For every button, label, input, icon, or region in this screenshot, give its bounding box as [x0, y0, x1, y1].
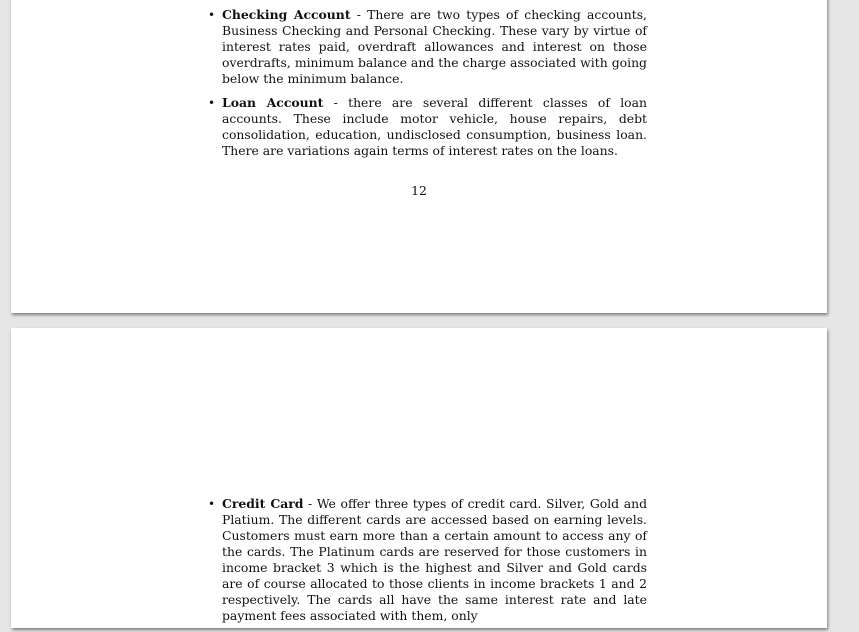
list-item-loan-account [208, 95, 647, 159]
item-text: - We offer three types of credit card. Silver, Gold and Platium. The different cards are accessed based on earning levels. Customers must earn more than a certain amount to access any of the cards. The Platinum cards are reserved for those customers in income bracket 3 which is the highest and Silver and Gold cards are of course allocated to those clients in income brackets 1 and 2 respectively. The cards all have the same interest rate and late payment fees associated with them, only [222, 496, 647, 623]
bullet-icon: • [208, 96, 216, 110]
document-page [11, 328, 827, 628]
page-number: 12 [411, 183, 427, 198]
item-term: Checking Account [222, 7, 351, 22]
bullet-list [208, 496, 647, 632]
document-page [11, 0, 827, 313]
bullet-icon: • [208, 497, 216, 511]
bullet-list [208, 7, 647, 167]
item-text: - there are several different classes of loan accounts. These include motor vehicle, house repairs, debt consolidation, education, undisclosed consumption, business loan. There are variations again terms of interest rates on the loans. [222, 95, 647, 158]
list-item-checking-account [208, 7, 647, 87]
item-term: Credit Card [222, 496, 304, 511]
bullet-icon: • [208, 8, 216, 22]
item-term: Loan Account [222, 95, 324, 110]
item-text: - There are two types of checking accounts, Business Checking and Personal Checking. These vary by virtue of interest rates paid, overdraft allowances and interest on those overdrafts, minimum balance and the charge associated with going below the minimum balance. [222, 7, 647, 86]
list-item-credit-card [208, 496, 647, 624]
